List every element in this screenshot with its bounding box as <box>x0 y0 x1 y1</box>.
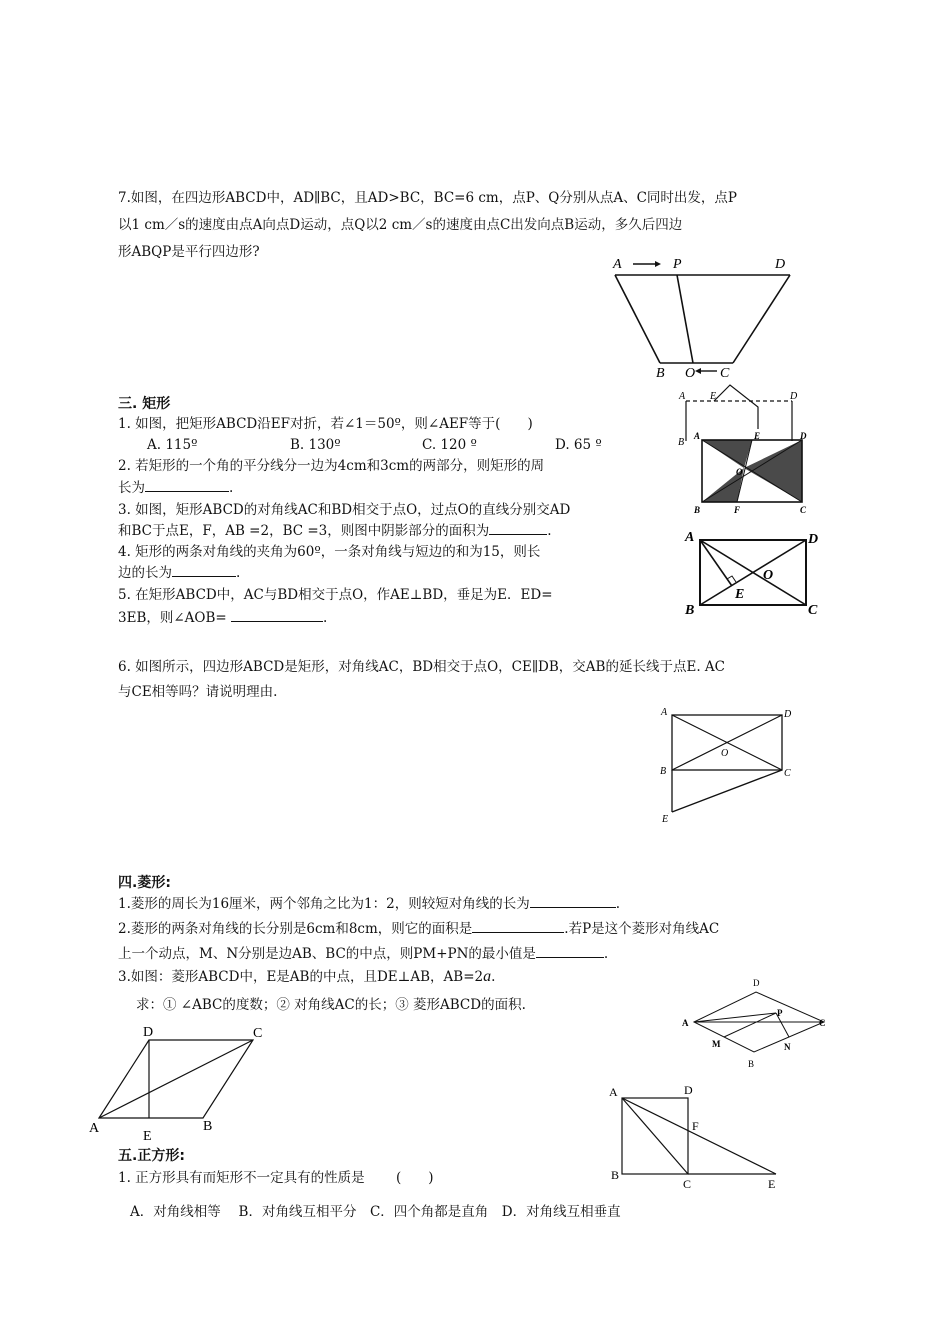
s4-q2-text-b: .若P是这个菱形对角线AC <box>564 921 720 937</box>
segment-pq <box>677 275 693 363</box>
diag-ac <box>622 1098 688 1174</box>
pmn-label-d: D <box>753 978 760 988</box>
s3-q4-line-2: 边的长为 . <box>118 562 240 584</box>
label-p: P <box>673 257 682 272</box>
s3-q4-answer-blank[interactable] <box>172 562 236 577</box>
q6-label-c: C <box>784 768 791 779</box>
s3-q4-line-1: 4. 矩形的两条对角线的夹角为60º，一条对角线与短边的和为15，则长 <box>118 544 541 560</box>
s3-q2-line-2: 长为 . <box>118 477 233 499</box>
square-label-c: C <box>683 1177 692 1190</box>
shade-label-b: B <box>694 505 701 515</box>
q5-label-e: E <box>735 587 745 602</box>
s4-q3-variable: a <box>483 968 492 985</box>
q5-label-b: B <box>685 603 695 618</box>
pmn-label-c: C <box>819 1018 826 1028</box>
section-3-title: 三. 矩形 <box>118 396 171 412</box>
q5-label-c: C <box>808 603 818 618</box>
section-4-title: 四.菱形: <box>118 875 171 891</box>
s3-q5-line-2: 3EB，则∠AOB= . <box>118 607 327 629</box>
s3-q1-option-d: D. 65 º <box>555 437 602 453</box>
label-d: D <box>775 257 786 272</box>
s3-q4-text: 边的长为 <box>118 565 172 581</box>
section-5-title: 五.正方形: <box>118 1148 185 1164</box>
pmn-label-p: P <box>777 1008 783 1018</box>
rhombus-label-a: A <box>89 1121 100 1136</box>
side-dc <box>733 275 790 363</box>
arrow-right-head <box>655 261 661 267</box>
s4-q2-min-blank[interactable] <box>536 943 604 958</box>
s4-q2-text-a: 2.菱形的两条对角线的长分别是6cm和8cm，则它的面积是 <box>118 921 473 937</box>
s3-q6-line-2: 与CE相等吗？请说明理由. <box>118 684 278 700</box>
q7-line-2: 以1 cm／s的速度由点A向点D运动，点Q以2 cm／s的速度由点C出发向点B运动，多久后四边 <box>118 217 683 233</box>
q6-label-d: D <box>784 709 792 720</box>
s3-q2-answer-blank[interactable] <box>145 477 229 492</box>
q7-line-3: 形ABQP是平行四边形? <box>118 244 260 260</box>
s3-q1-option-b: B. 130º <box>290 437 341 453</box>
label-a: A <box>613 257 622 272</box>
s3-q3-line-1: 3. 如图，矩形ABCD的对角线AC和BD相交于点O，过点O的直线分别交AD <box>118 502 571 518</box>
q6-label-e: E <box>662 814 669 824</box>
s4-q2-line-2: 上一个动点，M、N分别是边AB、BC的中点，则PM+PN的最小值是 . <box>118 943 608 965</box>
label-b: B <box>656 366 665 381</box>
s4-q1: 1.菱形的周长为16厘米，两个邻角之比为1：2，则较短对角线的长为 . <box>118 893 620 915</box>
shade-label-c: C <box>800 505 807 515</box>
s5-q1-options: A．对角线相等 B．对角线互相平分 C．四个角都是直角 D．对角线互相垂直 <box>130 1204 621 1220</box>
square-figure <box>600 1078 790 1190</box>
s4-q3: 3.如图：菱形ABCD中，E是AB的中点，且DE⊥AB，AB=2a. <box>118 968 496 985</box>
side-ab <box>615 275 660 363</box>
q6-segment-ce <box>672 770 782 812</box>
q5-rectangle-figure <box>680 526 825 618</box>
shade-label-d: D <box>800 431 807 441</box>
s4-q2-text-c: 上一个动点，M、N分别是边AB、BC的中点，则PM+PN的最小值是 <box>118 946 536 962</box>
shade-label-o: O <box>736 467 743 477</box>
square-label-d: D <box>684 1083 693 1097</box>
arrow-left-head <box>695 368 701 374</box>
square-label-e: E <box>768 1177 776 1190</box>
rhombus-label-d: D <box>143 1025 154 1040</box>
s4-q1-answer-blank[interactable] <box>530 893 616 908</box>
s3-q5-text: 3EB，则∠AOB= <box>118 610 227 626</box>
q6-rectangle-figure <box>658 702 808 824</box>
q5-label-o: O <box>763 568 774 583</box>
s3-q5-line-1: 5. 在矩形ABCD中，AC与BD相交于点O，作AE⊥BD，垂足为E．ED= <box>118 587 553 603</box>
diag-ac <box>99 1040 253 1118</box>
s4-q1-text: 1.菱形的周长为16厘米，两个邻角之比为1：2，则较短对角线的长为 <box>118 896 530 912</box>
shade-label-a: A <box>694 431 701 441</box>
pmn-label-a: A <box>682 1018 689 1028</box>
s3-q2-text: 长为 <box>118 480 145 496</box>
square-label-f: F <box>692 1119 699 1133</box>
pmn-label-b: B <box>748 1059 755 1069</box>
rhombus-label-c: C <box>253 1026 263 1041</box>
s5-q1: 1. 正方形具有而矩形不一定具有的性质是 ( ) <box>118 1170 434 1186</box>
s4-q2-area-blank[interactable] <box>472 918 564 933</box>
segment-ae <box>622 1098 776 1174</box>
rhombus-label-e: E <box>143 1129 152 1144</box>
fold-label-b: B <box>678 437 685 445</box>
shaded-rectangle-figure <box>690 427 815 517</box>
fold-label-d: D <box>790 391 798 402</box>
shade-label-f: F <box>734 505 741 515</box>
q5-label-d: D <box>808 532 819 547</box>
s4-q3-text: 3.如图：菱形ABCD中，E是AB的中点，且DE⊥AB，AB=2 <box>118 969 484 985</box>
q6-label-a: A <box>661 707 668 718</box>
s3-q1: 1. 如图，把矩形ABCD沿EF对折，若∠1＝50º，则∠AEF等于( ) <box>118 416 533 432</box>
s3-q3-line-2: 和BC于点E，F，AB =2，BC =3，则图中阴影部分的面积为 . <box>118 520 552 542</box>
trapezoid-figure <box>605 253 805 383</box>
rhombus-label-b: B <box>203 1119 213 1134</box>
segment-ap <box>694 1013 776 1022</box>
s3-q2-line-1: 2. 若矩形的一个角的平分线分一边为4cm和3cm的两部分，则矩形的周 <box>118 458 545 474</box>
s4-q3-ask: 求：① ∠ABC的度数；② 对角线AC的长；③ 菱形ABCD的面积. <box>136 997 526 1013</box>
folded-flap <box>714 385 758 429</box>
square-label-a: A <box>609 1085 618 1099</box>
s4-q2-line-1 <box>118 918 719 940</box>
segment-pm <box>724 1013 776 1037</box>
s3-q3-text: 和BC于点E，F，AB =2，BC =3，则图中阴影部分的面积为 <box>118 523 490 539</box>
q6-label-b: B <box>660 766 667 777</box>
fold-label-e: E <box>710 391 717 402</box>
fold-label-a: A <box>679 391 686 402</box>
label-q: O <box>685 366 696 381</box>
pmn-label-n: N <box>784 1042 791 1052</box>
q5-label-a: A <box>685 530 695 545</box>
pmn-label-m: M <box>712 1039 721 1049</box>
shade-label-e: E <box>754 431 761 441</box>
s3-q1-option-c: C. 120 º <box>422 437 477 453</box>
s3-q5-answer-blank[interactable] <box>231 607 323 622</box>
s3-q1-option-a: A. 115º <box>147 437 198 453</box>
q6-label-o: O <box>721 748 729 759</box>
square-label-b: B <box>611 1168 620 1182</box>
rhombus-pmn-figure <box>676 972 836 1072</box>
q7-line-1: 7.如图，在四边形ABCD中，AD∥BC，且AD>BC，BC=6 cm，点P、Q分别从点A、C同时出发，点P <box>118 190 738 206</box>
s3-q3-answer-blank[interactable] <box>489 520 547 535</box>
rhombus-de-figure <box>85 1022 285 1147</box>
label-c: C <box>720 366 730 381</box>
s3-q6-line-1: 6. 如图所示，四边形ABCD是矩形，对角线AC，BD相交于点O，CE∥DB，交AB的延长线于点E. AC <box>118 659 725 675</box>
